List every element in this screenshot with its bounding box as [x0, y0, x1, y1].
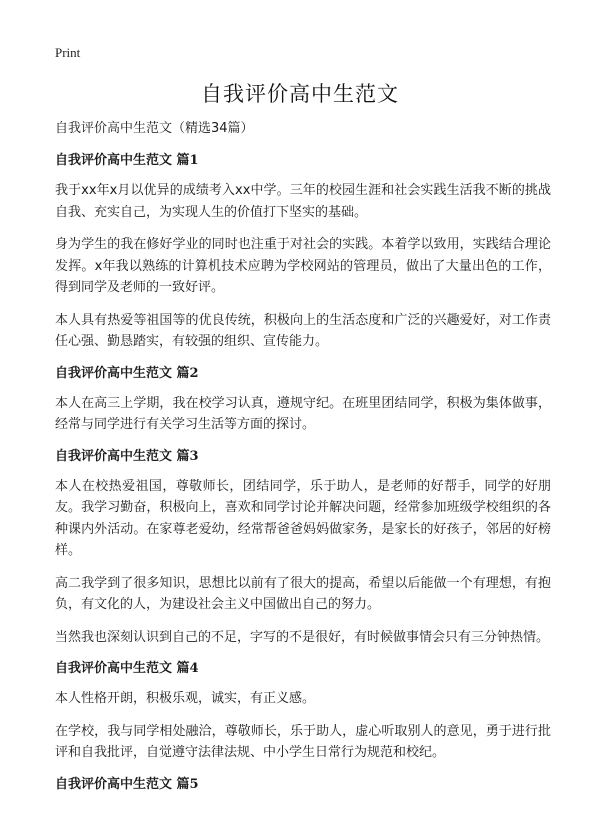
section-1	[55, 151, 551, 353]
section-4	[55, 659, 551, 764]
section-5	[55, 775, 551, 795]
section-heading: 自我评价高中生范文 篇3	[55, 448, 199, 464]
paragraph: 在学校，我与同学相处融洽，尊敬师长，乐于助人，虚心听取别人的意见，勇于进行批评和自我批评，自觉遵守法律法规、中小学生日常行为规范和校纪。	[55, 723, 551, 760]
section-heading: 自我评价高中生范文 篇2	[55, 365, 199, 381]
paragraph: 本人具有热爱等祖国等的优良传统，积极向上的生活态度和广泛的兴趣爱好，对工作责任心强、勤恳踏实，有较强的组织、宣传能力。	[55, 312, 551, 349]
page-title: 自我评价高中生范文	[201, 82, 399, 106]
document-subtitle: 自我评价高中生范文（精选34篇）	[55, 121, 254, 136]
document-body	[55, 118, 551, 804]
paragraph: 本人性格开朗，积极乐观，诚实，有正义感。	[55, 691, 316, 706]
paragraph: 高二我学到了很多知识，思想比以前有了很大的提高，希望以后能做一个有理想，有抱负，有文化的人，为建设社会主义中国做出自己的努力。	[55, 575, 551, 612]
paragraph: 当然我也深刻认识到自己的不足，字写的不是很好，有时候做事情会只有三分钟热情。	[55, 629, 550, 645]
section-3	[55, 447, 551, 649]
section-heading: 自我评价高中生范文 篇1	[55, 153, 199, 168]
paragraph: 本人在校热爱祖国，尊敬师长，团结同学，乐于助人，是老师的好帮手，同学的好朋友。我学习勤奋，积极向上，喜欢和同学讨论并解决问题，经常参加班级学校组织的各种课内外活动。在家尊老爱幼，经常帮爸爸妈妈做家务，是家长的好孩子，邻居的好榜样。	[55, 478, 551, 558]
paragraph: 我于xx年x月以优异的成绩考入xx中学。三年的校园生涯和社会实践生活我不断的挑战自我、充实自己，为实现人生的价值打下坚实的基础。	[55, 183, 551, 220]
print-label: Print	[55, 45, 81, 60]
section-heading: 自我评价高中生范文 篇4	[55, 661, 199, 676]
section-heading: 自我评价高中生范文 篇5	[55, 776, 199, 792]
paragraph: 本人在高三上学期，我在校学习认真，遵规守纪。在班里团结同学，积极为集体做事，经常与同学进行有关学习生活等方面的探讨。	[55, 395, 551, 432]
section-2	[55, 364, 551, 436]
paragraph: 身为学生的我在修好学业的同时也注重于对社会的实践。本着学以致用，实践结合理论发挥。x年我以熟练的计算机技术应聘为学校网站的管理员，做出了大量出色的工作，得到同学及老师的一致好评。	[55, 237, 551, 295]
